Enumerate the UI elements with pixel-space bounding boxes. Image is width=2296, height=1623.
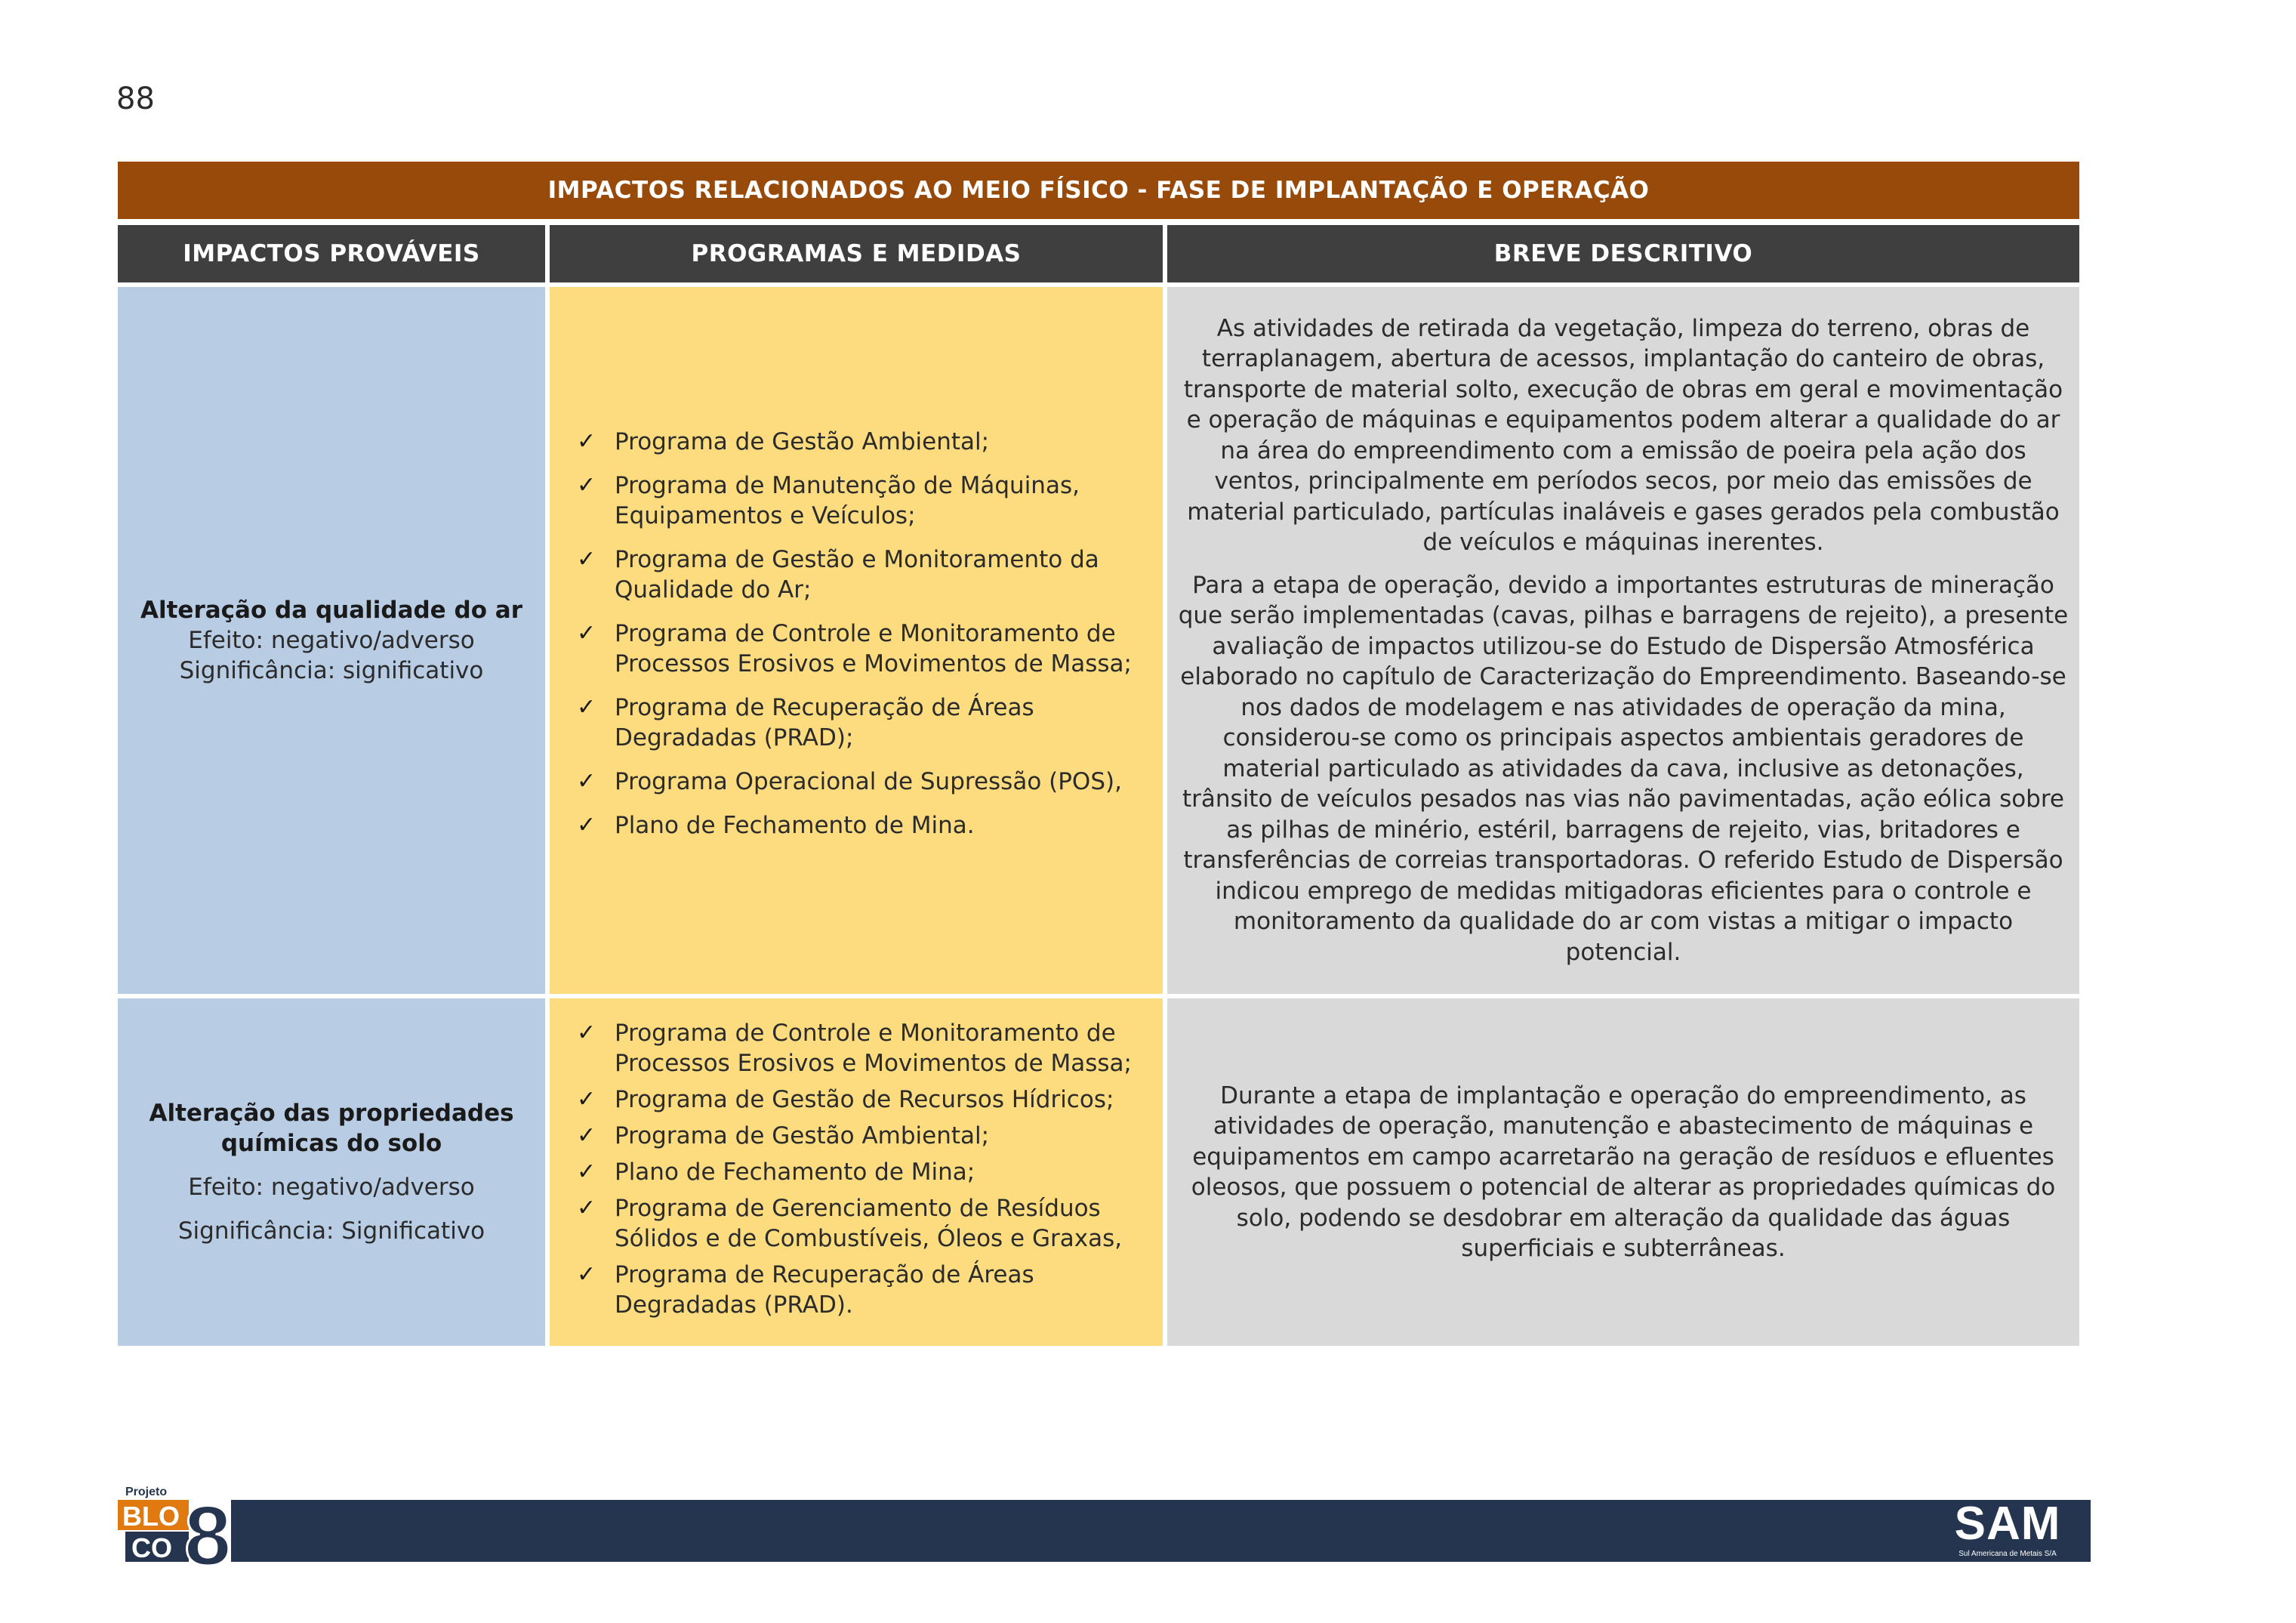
list-item [577, 1018, 1145, 1078]
logo-blo-text: BLO [122, 1501, 180, 1532]
impact-significance: Significância: significativo [179, 657, 484, 684]
sam-logo [1940, 1500, 2076, 1562]
list-item [577, 471, 1145, 531]
sam-logo-mark: SAM [1954, 1498, 2061, 1550]
sam-logo-subtitle: Sul Americana de Metais S/A [1959, 1550, 2057, 1558]
list-item [577, 545, 1145, 605]
table-row [118, 287, 2079, 994]
impact-name: Alteração da qualidade do ar [140, 597, 522, 624]
checkmark-icon: ✓ [577, 472, 596, 498]
table-title: IMPACTOS RELACIONADOS AO MEIO FÍSICO - FASE DE IMPLANTAÇÃO E OPERAÇÃO [118, 162, 2079, 219]
checkmark-icon: ✓ [577, 1261, 596, 1288]
description-paragraph: As atividades de retirada da vegetação, limpeza do terreno, obras de terraplanagem, abertura de acessos, implantação do canteiro de obras, transporte de material solto, execução de obras em geral e movimentação e operação de máquinas e equipamentos podem alterar a qualidade do ar na área do empreendimento com a emissão de poeira pela ação dos ventos, principalmente em períodos secos, por meio das emissões de material particulado, partículas inaláveis e gases gerados pela combustão de veículos e máquinas inerentes. [1183, 314, 2063, 557]
list-item [577, 810, 1145, 841]
impact-cell [118, 287, 545, 994]
impact-effect: Efeito: negativo/adverso [188, 627, 475, 654]
program-label: Programa de Gestão e Monitoramento da Qualidade do Ar; [615, 546, 1099, 603]
program-label: Programa de Manutenção de Máquinas, Equipamentos e Veículos; [615, 472, 1080, 529]
checkmark-icon: ✓ [577, 1122, 596, 1149]
checkmark-icon: ✓ [577, 1020, 596, 1046]
header-impacts: IMPACTOS PROVÁVEIS [118, 225, 545, 282]
list-item [577, 767, 1145, 797]
program-label: Plano de Fechamento de Mina; [615, 1159, 975, 1186]
logo-projeto-text: Projeto [125, 1486, 168, 1498]
list-item [577, 1260, 1145, 1320]
checkmark-icon: ✓ [577, 546, 596, 572]
list-item [577, 1085, 1145, 1115]
header-programs: PROGRAMAS E MEDIDAS [550, 225, 1163, 282]
checkmark-icon: ✓ [577, 768, 596, 795]
checkmark-icon: ✓ [577, 694, 596, 720]
program-list [577, 427, 1145, 854]
program-label: Programa de Recuperação de Áreas Degradadas (PRAD). [615, 1261, 1034, 1319]
programs-cell [550, 998, 1163, 1346]
impact-significance: Significância: Significativo [177, 1217, 485, 1245]
programs-cell [550, 287, 1163, 994]
table-header-row [118, 225, 2079, 282]
list-item [577, 1121, 1145, 1151]
header-description: BREVE DESCRITIVO [1167, 225, 2079, 282]
program-label: Programa de Gestão Ambiental; [615, 428, 990, 455]
program-label: Programa Operacional de Supressão (POS), [615, 768, 1122, 795]
logo-digit: 8 [184, 1489, 232, 1571]
impact-cell [118, 998, 545, 1346]
page-number: 88 [116, 82, 155, 116]
checkmark-icon: ✓ [577, 428, 596, 455]
program-label: Plano de Fechamento de Mina. [615, 812, 975, 839]
list-item [577, 1157, 1145, 1187]
footer-bar [231, 1500, 2091, 1562]
checkmark-icon: ✓ [577, 1086, 596, 1112]
checkmark-icon: ✓ [577, 812, 596, 838]
table-row [118, 998, 2079, 1346]
program-list [577, 1018, 1145, 1326]
description-cell [1167, 998, 2079, 1346]
list-item [577, 693, 1145, 753]
logo-co-text: CO [131, 1532, 172, 1563]
checkmark-icon: ✓ [577, 1159, 596, 1185]
checkmark-icon: ✓ [577, 1195, 596, 1221]
list-item [577, 1193, 1145, 1254]
checkmark-icon: ✓ [577, 620, 596, 646]
description-paragraph: Para a etapa de operação, devido a importantes estruturas de mineração que serão implementadas (cavas, pilhas e barragens de rejeito), a presente avaliação de impactos utilizou-se do Estudo de Dispersão Atmosférica elaborado no capítulo de Caracterização do Empreendimento. Baseando-se nos dados de modelagem e nas atividades de operação da mina, considerou-se como os principais aspectos ambientais geradores de material particulado as atividades da cava, inclusive as detonações, trânsito de veículos pesados nas vias não pavimentadas, ação eólica sobre as pilhas de minério, estéril, barragens de rejeito, vias, britadores e transferências de correias transportadoras. O referido Estudo de Dispersão indicou emprego de medidas mitigadoras eficientes para o controle e monitoramento da qualidade do ar com vistas a mitigar o impacto potencial. [1178, 571, 2069, 966]
program-label: Programa de Gestão Ambiental; [615, 1122, 990, 1149]
list-item [577, 619, 1145, 679]
impact-effect: Efeito: negativo/adverso [188, 1174, 475, 1201]
impact-name: Alteração das propriedades químicas do solo [149, 1100, 514, 1157]
program-label: Programa de Gestão de Recursos Hídricos; [615, 1086, 1114, 1113]
program-label: Programa de Gerenciamento de Resíduos Sólidos e de Combustíveis, Óleos e Graxas, [615, 1195, 1123, 1252]
program-label: Programa de Controle e Monitoramento de Processos Erosivos e Movimentos de Massa; [615, 1020, 1132, 1077]
program-label: Programa de Recuperação de Áreas Degradadas (PRAD); [615, 694, 1034, 751]
impact-table [118, 162, 2079, 1346]
program-label: Programa de Controle e Monitoramento de Processos Erosivos e Movimentos de Massa; [615, 620, 1132, 677]
description-cell [1167, 287, 2079, 994]
list-item [577, 427, 1145, 457]
projeto-bloco8-logo [118, 1482, 246, 1571]
description-paragraph: Durante a etapa de implantação e operação do empreendimento, as atividades de operação, manutenção e abastecimento de máquinas e equipamentos em campo acarretarão na geração de resíduos e efluentes oleosos, que possuem o potencial de alterar as propriedades químicas do solo, podendo se desdobrar em alteração da qualidade das águas superficiais e subterrâneas. [1191, 1081, 2056, 1262]
